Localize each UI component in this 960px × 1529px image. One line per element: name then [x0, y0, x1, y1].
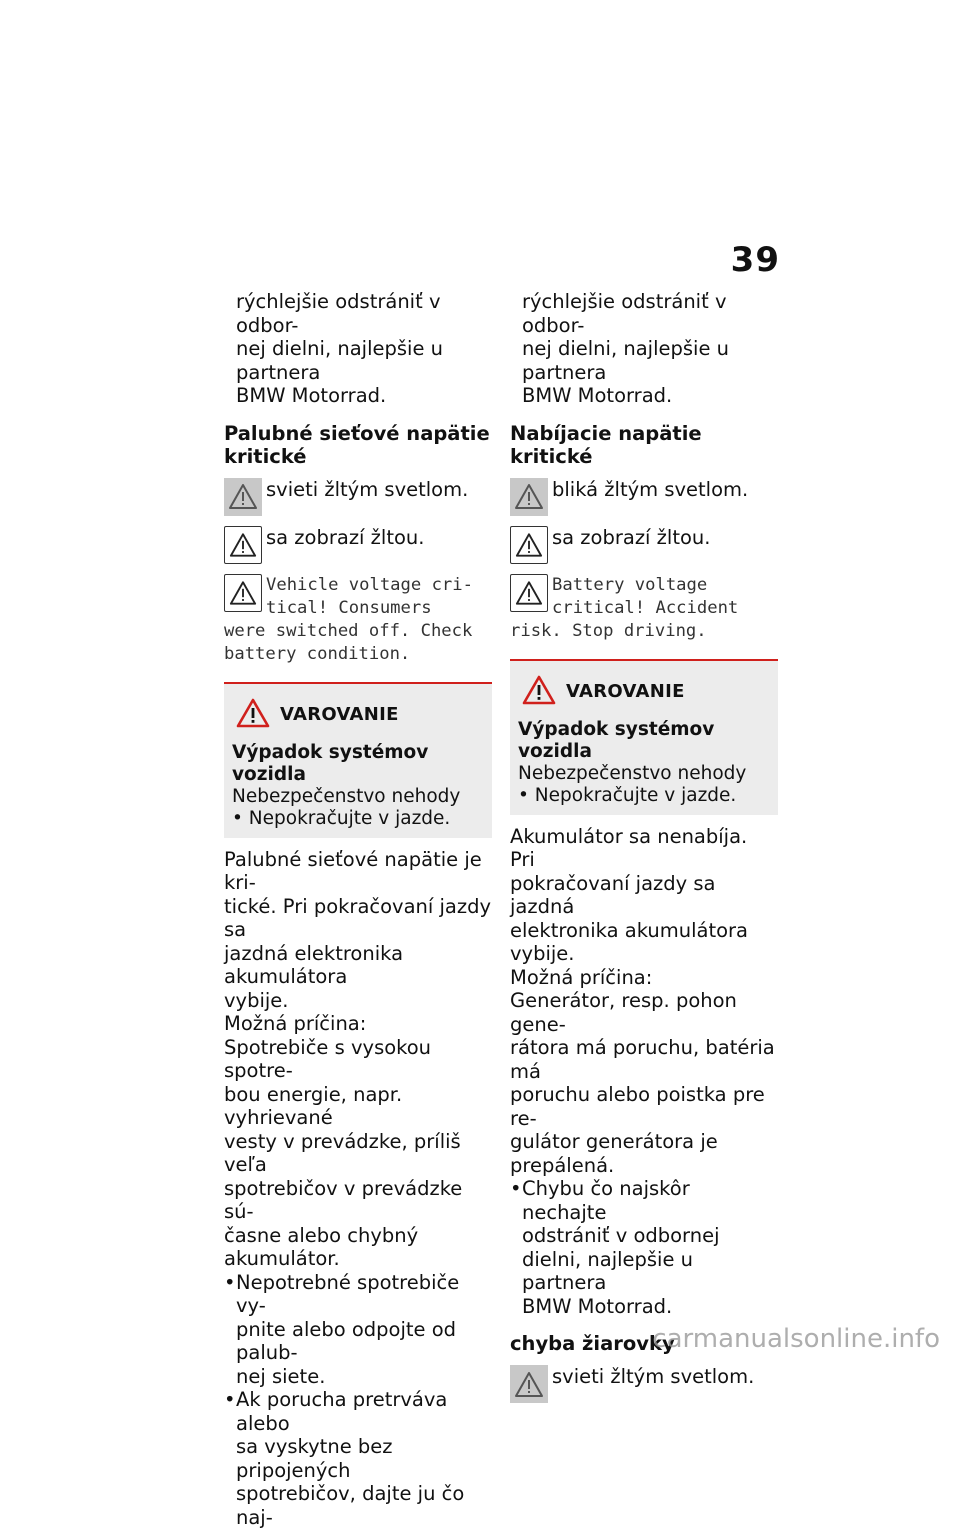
- warning-triangle-outline-icon: [510, 574, 548, 612]
- warning-triangle-outline-icon: [510, 526, 548, 564]
- right-indicator-1-text: bliká žltým svetlom.: [552, 477, 749, 501]
- warning-exclamation-icon: [236, 698, 270, 732]
- right-indicator-1: [510, 478, 778, 516]
- right-indicator-2-text: sa zobrazí žltou.: [552, 525, 711, 549]
- right-cc-line-1: Battery voltage: [552, 574, 708, 595]
- right-heading: Nabíjacie napätie kritické: [510, 421, 702, 468]
- list-item: [224, 1271, 492, 1389]
- left-cc-line-2: tical! Consumers: [266, 597, 432, 618]
- right-indicator-3-text: svieti žltým svetlom.: [552, 1365, 755, 1388]
- right-warning-box: [510, 659, 778, 815]
- warning-body: Nebezpečenstvo nehody: [518, 762, 747, 784]
- list-item: [224, 1388, 492, 1529]
- warning-bullet: • Nepokračujte v jazde.: [518, 784, 737, 806]
- left-indicator-1: [224, 478, 492, 516]
- left-indicator-2: [224, 526, 492, 564]
- right-cc-line-2: critical! Accident: [552, 597, 739, 618]
- warning-triangle-outline-icon: [224, 574, 262, 612]
- left-indicator-2-text: sa zobrazí žltou.: [266, 525, 425, 549]
- left-cause-text: Spotrebiče s vysokou spotre- bou energie, napr. vyhrievané vesty v prevádzke, príliš veľa spotrebičov v prevádzke sú- časne alebo chybný akumulátor.: [224, 1035, 463, 1270]
- list-item: [510, 1177, 778, 1318]
- right-intro: rýchlejšie odstrániť v odbor- nej dielni, najlepšie u partnera BMW Motorrad.: [522, 290, 730, 407]
- right-column: [510, 290, 778, 1403]
- left-warning-box: [224, 682, 492, 838]
- right-indicator-3: [510, 1365, 778, 1403]
- warning-triangle-icon: [510, 478, 548, 516]
- page-number: 39: [730, 240, 780, 280]
- left-description: Palubné sieťové napätie je kri- tické. Pri pokračovaní jazdy sa jazdná elektronika akumulátora vybije.: [224, 847, 492, 1012]
- left-intro: rýchlejšie odstrániť v odbor- nej dielni, najlepšie u partnera BMW Motorrad.: [236, 290, 444, 407]
- right-heading-2: chyba žiarovky: [510, 1332, 675, 1355]
- bullet-dot: •: [224, 1270, 236, 1294]
- bullet-text: Chybu čo najskôr nechajte odstrániť v odbornej dielni, najlepšie u partnera BMW Motorrad.: [522, 1177, 720, 1318]
- warning-subtitle: Výpadok systémov vozidla: [232, 741, 429, 785]
- warning-body: Nebezpečenstvo nehody: [232, 785, 461, 807]
- warning-title: VAROVANIE: [566, 681, 685, 702]
- left-cause-label: Možná príčina:: [224, 1012, 367, 1035]
- left-heading: Palubné sieťové napätie kritické: [224, 421, 490, 468]
- left-cc-rest: were switched off. Check battery condition.: [224, 620, 473, 664]
- left-indicator-1-text: svieti žltým svetlom.: [266, 477, 469, 501]
- bullet-dot: •: [510, 1177, 522, 1200]
- warning-subtitle: Výpadok systémov vozidla: [518, 718, 715, 762]
- warning-exclamation-icon: [522, 675, 556, 709]
- right-description: Akumulátor sa nenabíja. Pri pokračovaní jazdy sa jazdná elektronika akumulátora vybije.: [510, 824, 749, 965]
- bullet-dot: •: [224, 1388, 236, 1411]
- left-cc-message: [224, 574, 492, 620]
- watermark: carmanualsonline.info: [652, 1324, 940, 1354]
- warning-title: VAROVANIE: [280, 704, 399, 725]
- bullet-text: Ak porucha pretrváva alebo sa vyskytne bez pripojených spotrebičov, dajte ju čo naj-: [236, 1388, 465, 1529]
- bullet-text: Nepotrebné spotrebiče vy- pnite alebo odpojte od palub- nej siete.: [236, 1270, 460, 1388]
- warning-triangle-outline-icon: [224, 526, 262, 564]
- right-indicator-2: [510, 526, 778, 564]
- right-cc-rest: risk. Stop driving.: [510, 620, 707, 641]
- right-cause-label: Možná príčina:: [510, 965, 653, 989]
- warning-bullet: • Nepokračujte v jazde.: [232, 807, 451, 829]
- warning-triangle-icon: [510, 1365, 548, 1403]
- warning-triangle-icon: [224, 478, 262, 516]
- right-cause-text: Generátor, resp. pohon gene- rátora má poruchu, batéria má poruchu alebo poistka pre re- gulátor generátora je prepálená.: [510, 989, 775, 1177]
- right-cc-message: [510, 574, 778, 620]
- left-cc-line-1: Vehicle voltage cri-: [266, 574, 473, 595]
- left-column: [224, 290, 492, 1529]
